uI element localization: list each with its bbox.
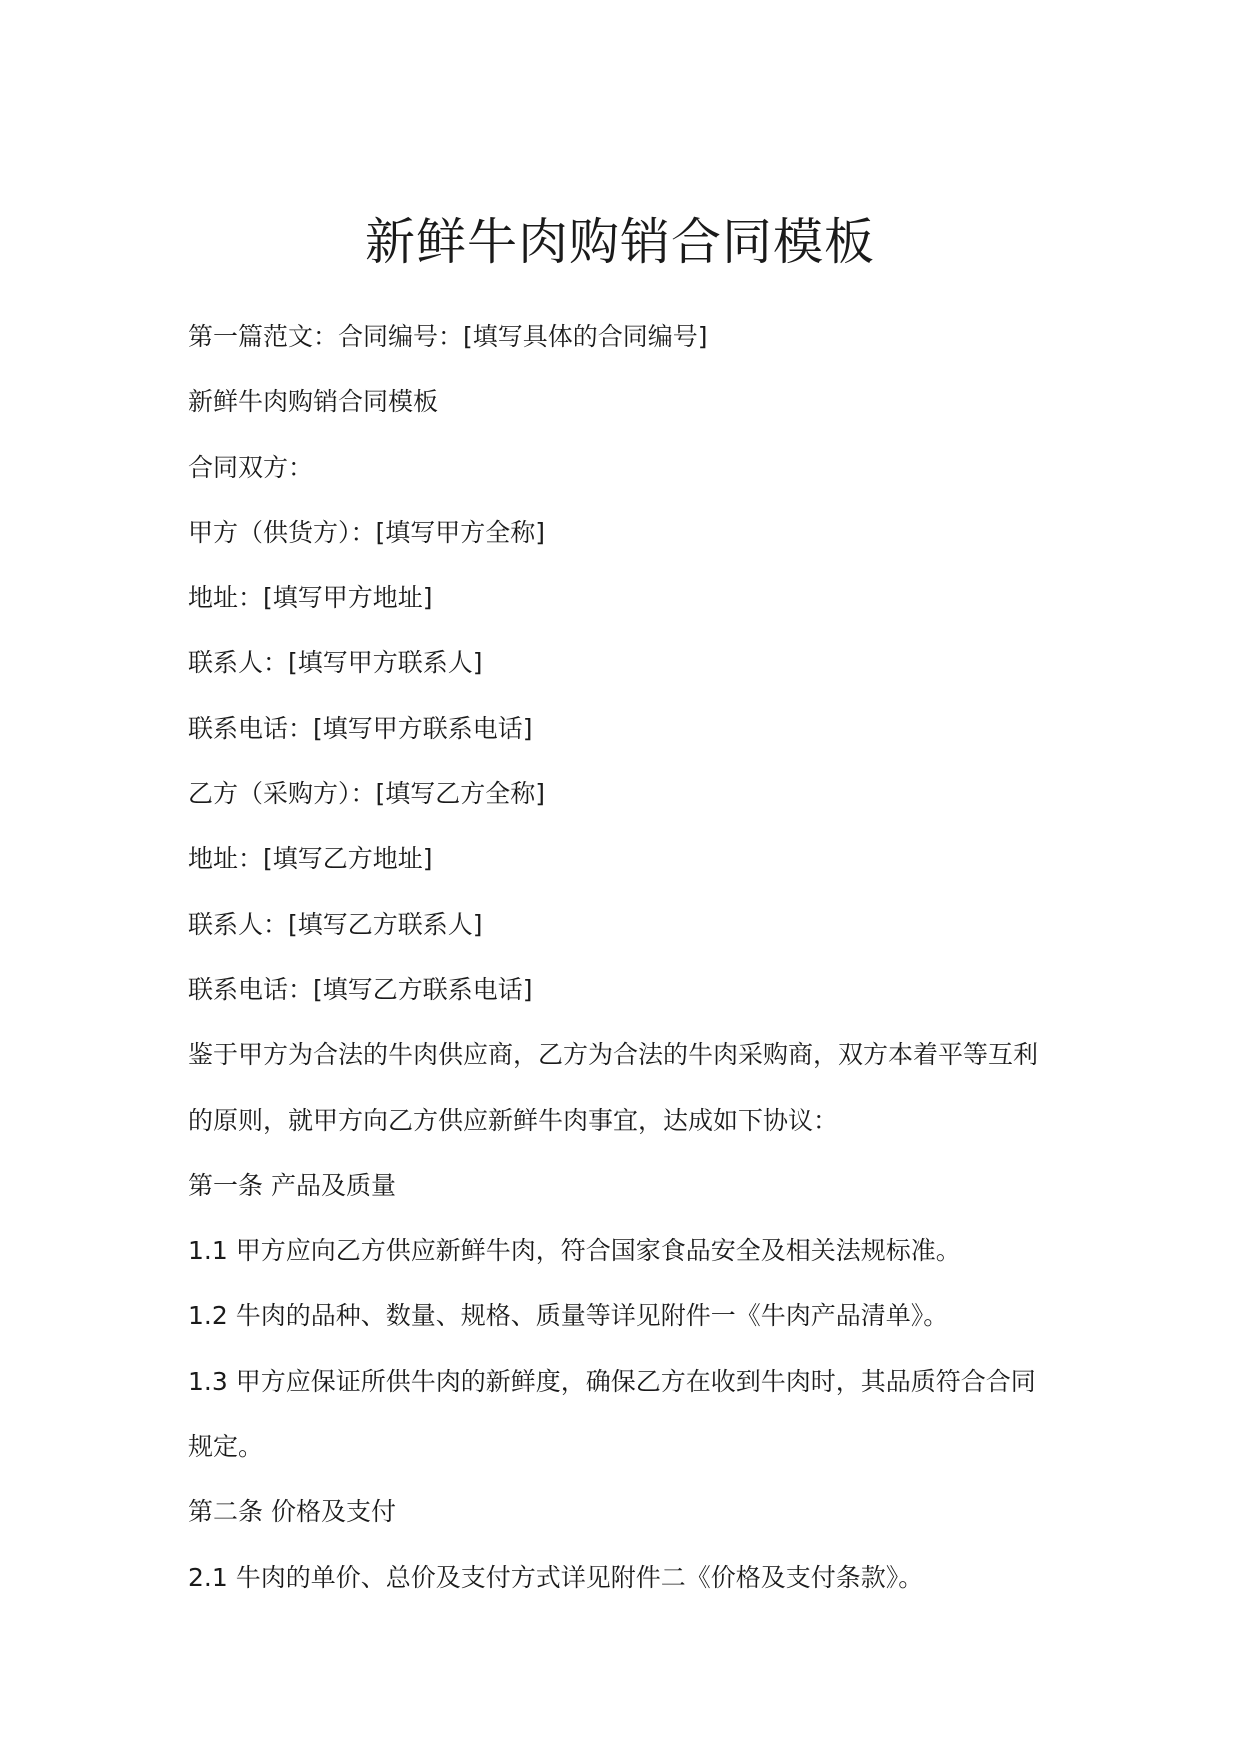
clause-2-1: 2.1 牛肉的单价、总价及支付方式详见附件二《价格及支付条款》。: [188, 1562, 924, 1592]
clause-1-3-line-2: 规定。: [188, 1432, 264, 1462]
preamble-line-1: 鉴于甲方为合法的牛肉供应商，乙方为合法的牛肉采购商，双方本着平等互利: [188, 1040, 1039, 1070]
party-b-address: 地址：[填写乙方地址]: [188, 844, 433, 874]
subtitle-line: 新鲜牛肉购销合同模板: [188, 387, 439, 417]
parties-heading: 合同双方：: [188, 452, 314, 482]
preamble-line-2: 的原则，就甲方向乙方供应新鲜牛肉事宜，达成如下协议：: [188, 1105, 839, 1135]
document-body: [188, 316, 1068, 1622]
clause-1-2: 1.2 牛肉的品种、数量、规格、质量等详见附件一《牛肉产品清单》。: [188, 1301, 949, 1331]
clause-1-3-line-1: 1.3 甲方应保证所供牛肉的新鲜度，确保乙方在收到牛肉时，其品质符合合同: [188, 1366, 1036, 1396]
party-a-name: 甲方（供货方）：[填写甲方全称]: [188, 517, 546, 547]
party-b-name: 乙方（采购方）：[填写乙方全称]: [188, 779, 546, 809]
clause-1-1: 1.1 甲方应向乙方供应新鲜牛肉，符合国家食品安全及相关法规标准。: [188, 1236, 961, 1266]
party-a-address: 地址：[填写甲方地址]: [188, 583, 433, 613]
party-a-contact: 联系人：[填写甲方联系人]: [188, 648, 483, 678]
party-b-contact: 联系人：[填写乙方联系人]: [188, 909, 483, 939]
article-1-heading: 第一条 产品及质量: [188, 1170, 396, 1200]
document-title: 新鲜牛肉购销合同模板: [365, 213, 875, 271]
article-2-heading: 第二条 价格及支付: [188, 1497, 396, 1527]
party-b-phone: 联系电话：[填写乙方联系电话]: [188, 974, 533, 1004]
contract-number-line: 第一篇范文：合同编号：[填写具体的合同编号]: [188, 322, 708, 351]
party-a-phone: 联系电话：[填写甲方联系电话]: [188, 713, 533, 743]
